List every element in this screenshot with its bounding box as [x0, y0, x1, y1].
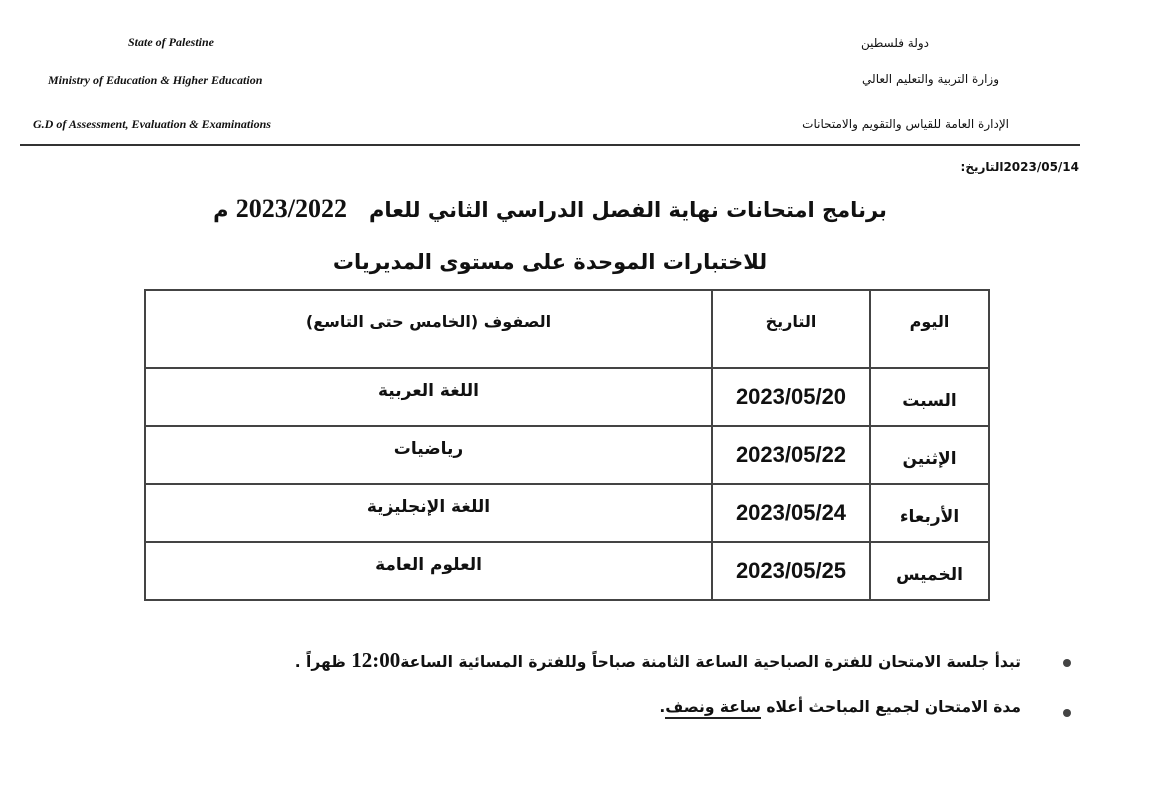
column-header-date: التاريخ	[712, 290, 870, 368]
day-cell: الأربعاء	[870, 484, 989, 542]
header-ar-state: دولة فلسطين	[860, 36, 929, 50]
subject-cell: اللغة الإنجليزية	[145, 484, 712, 542]
subject-cell: رياضيات	[145, 426, 712, 484]
bullet-icon	[1063, 709, 1071, 717]
bullet-icon	[1063, 659, 1071, 667]
header-en-directorate: G.D of Assessment, Evaluation & Examinations	[33, 117, 271, 131]
note-exam-duration	[659, 698, 1021, 716]
table-row	[145, 542, 989, 600]
date-cell: 2023/05/20	[712, 368, 870, 426]
column-header-grades: الصفوف (الخامس حتى التاسع)	[145, 290, 712, 368]
document-date-label: التاريخ:	[960, 160, 1004, 174]
date-cell: 2023/05/24	[712, 484, 870, 542]
exam-schedule-table	[144, 289, 990, 601]
note-1-after: ظهراً .	[294, 653, 352, 671]
page-title-suffix: م	[213, 198, 229, 222]
page-subtitle: للاختبارات الموحدة على مستوى المديريات	[332, 250, 768, 274]
table-row	[145, 484, 989, 542]
note-exam-start-time	[295, 648, 1021, 673]
note-2-after: .	[659, 698, 666, 716]
note-1-text: تبدأ جلسة الامتحان للفترة الصباحية الساعة الثامنة صباحاً وللفترة المسائية الساعة	[400, 653, 1021, 671]
note-2-text: مدة الامتحان لجميع المباحث أعلاه	[760, 698, 1021, 716]
document-date	[961, 160, 1079, 174]
header-divider	[20, 144, 1080, 146]
page-title-year: 2023/2022	[235, 194, 348, 223]
column-header-day: اليوم	[870, 290, 989, 368]
day-cell: السبت	[870, 368, 989, 426]
page-title-text: برنامج امتحانات نهاية الفصل الدراسي الثاني للعام	[368, 198, 887, 222]
header-en-state: State of Palestine	[128, 35, 214, 49]
table-row	[145, 368, 989, 426]
subject-cell: اللغة العربية	[145, 368, 712, 426]
note-1-time: 12:00	[351, 648, 401, 672]
header-ar-ministry: وزارة التربية والتعليم العالي	[862, 72, 999, 86]
header-en-ministry: Ministry of Education & Higher Education	[48, 73, 263, 87]
document-date-value: 2023/05/14	[1003, 160, 1079, 174]
header-ar-directorate: الإدارة العامة للقياس والتقويم والامتحانات	[802, 117, 1009, 131]
date-cell: 2023/05/22	[712, 426, 870, 484]
date-cell: 2023/05/25	[712, 542, 870, 600]
table-row	[145, 426, 989, 484]
page-title	[120, 194, 980, 224]
note-2-duration: ساعة ونصف	[665, 698, 761, 719]
table-header-row	[145, 290, 989, 368]
subject-cell: العلوم العامة	[145, 542, 712, 600]
day-cell: الخميس	[870, 542, 989, 600]
day-cell: الإثنين	[870, 426, 989, 484]
